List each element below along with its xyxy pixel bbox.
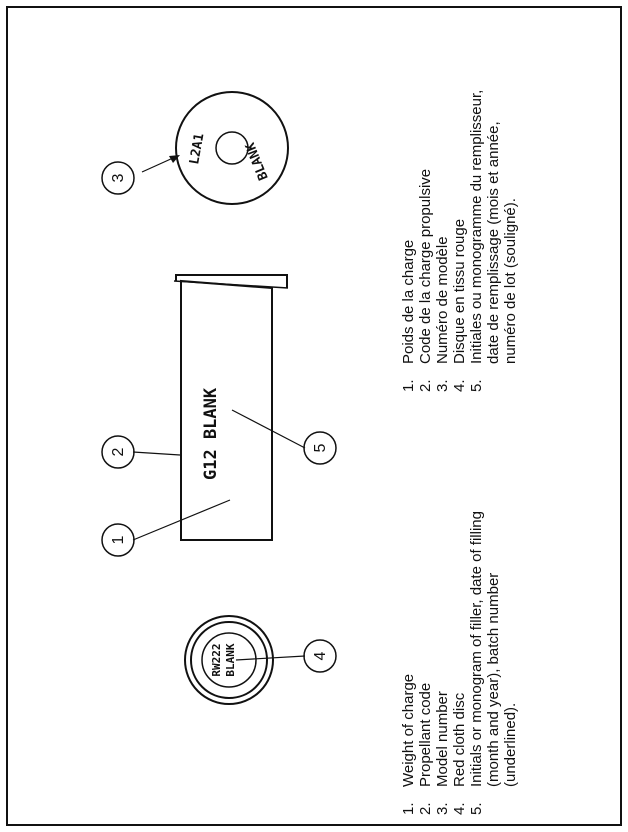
callout-5 bbox=[304, 432, 336, 464]
callout-1-number: 1 bbox=[110, 535, 127, 545]
plug-stamp-word: BLANK bbox=[243, 140, 272, 183]
legend-en-num-3: 3. bbox=[434, 802, 451, 815]
legend-en-line-7: (underlined). bbox=[502, 702, 519, 787]
disc-stamp-line1: RW222 bbox=[210, 643, 223, 677]
leader-4 bbox=[236, 656, 305, 660]
plug-end-view bbox=[176, 92, 288, 204]
legend-en-line-2: Propellant code bbox=[417, 682, 434, 787]
callout-4 bbox=[304, 640, 336, 672]
figure-frame bbox=[7, 7, 621, 825]
callout-3 bbox=[102, 162, 134, 194]
legend-en-num-5: 5. bbox=[468, 802, 485, 815]
base-disc-view bbox=[185, 616, 273, 704]
plug-stamp-model: L2A1 bbox=[187, 132, 208, 166]
legend-fr-num-2: 2. bbox=[417, 379, 434, 392]
legend-fr-line-1: Poids de la charge bbox=[400, 239, 417, 364]
legend-english bbox=[400, 511, 519, 815]
legend-fr-num-5: 5. bbox=[468, 379, 485, 392]
legend-fr-num-3: 3. bbox=[434, 379, 451, 392]
callout-3-number: 3 bbox=[110, 173, 127, 183]
leader-3 bbox=[142, 158, 173, 172]
legend-en-num-2: 2. bbox=[417, 802, 434, 815]
legend-fr-line-4: Disque en tissu rouge bbox=[451, 218, 468, 364]
legend-en-line-4: Red cloth disc bbox=[451, 692, 468, 787]
callout-2 bbox=[102, 436, 134, 468]
legend-fr-num-4: 4. bbox=[451, 379, 468, 392]
legend-fr-line-3: Numéro de modèle bbox=[434, 236, 451, 364]
cartridge-case bbox=[174, 275, 288, 540]
legend-fr-line-2: Code de la charge propulsive bbox=[417, 168, 434, 364]
legend-en-num-4: 4. bbox=[451, 802, 468, 815]
legend-fr-line-7: numéro de lot (souligné). bbox=[502, 198, 519, 364]
disc-stamp-line2: BLANK bbox=[224, 643, 237, 677]
legend-fr-line-6: date de remplissage (mois et année, bbox=[485, 121, 502, 364]
leader-2 bbox=[133, 452, 180, 455]
callout-4-number: 4 bbox=[312, 651, 329, 661]
callout-5-number: 5 bbox=[312, 443, 329, 453]
callout-1 bbox=[102, 524, 134, 556]
legend-en-line-1: Weight of charge bbox=[400, 673, 417, 787]
legend-en-line-5: Initials or monogram of filler, date of filling bbox=[468, 511, 485, 787]
legend-fr-num-1: 1. bbox=[400, 379, 417, 392]
callout-2-number: 2 bbox=[110, 447, 127, 457]
legend-en-num-1: 1. bbox=[400, 802, 417, 815]
legend-en-line-3: Model number bbox=[434, 691, 451, 787]
leader-5 bbox=[232, 410, 305, 448]
legend-en-line-6: (month and year), batch number bbox=[485, 572, 502, 787]
legend-fr-line-5: Initiales ou monogramme du remplisseur, bbox=[468, 89, 485, 364]
legend-french bbox=[400, 90, 519, 392]
cartridge-stamp: G12 BLANK bbox=[201, 387, 221, 480]
